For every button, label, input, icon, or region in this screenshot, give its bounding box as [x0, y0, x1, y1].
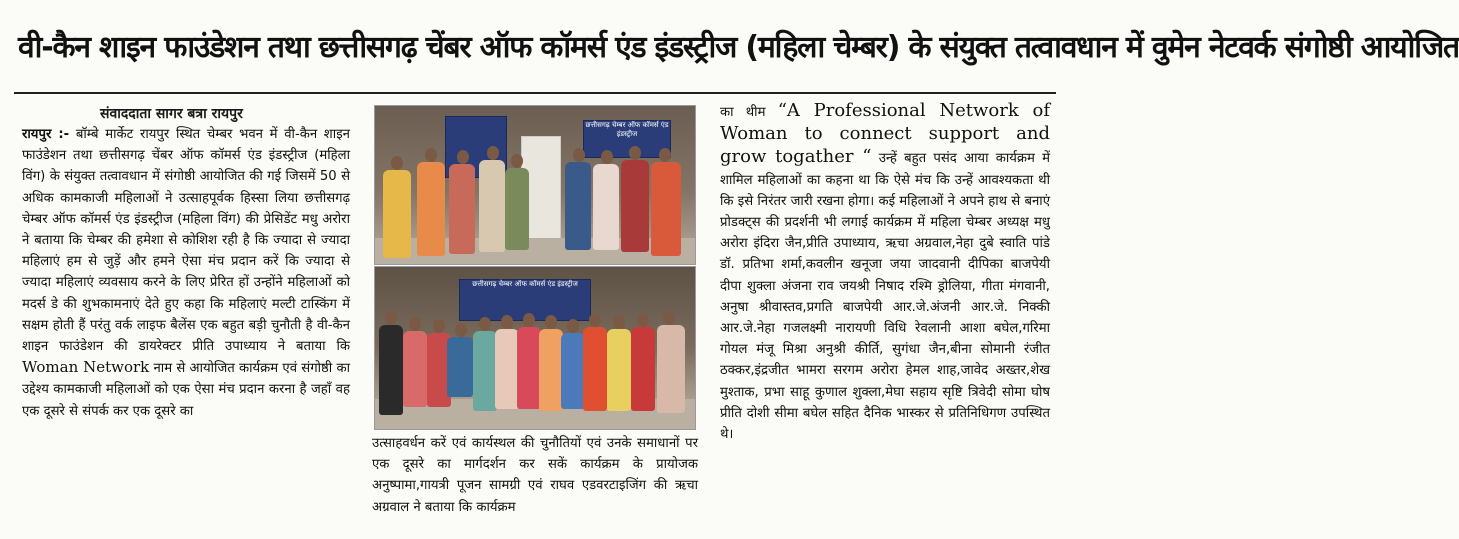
event-photo-1	[374, 105, 696, 265]
event-photo-2	[374, 266, 696, 430]
byline: संवाददाता सागर बत्रा रायपुर	[100, 106, 243, 122]
body-text: उत्साहवर्धन करें एवं कार्यस्थल की चुनौतियों एवं उनके समाधानों पर एक दूसरे का मार्गदर्शन कर सकें कार्यक्रम के प्रायोजक अनुष्पामा,गायत्री पूजन सामग्री एवं राघव एडवरटाइजिंग की ऋचा अग्रवाल ने बताया कि कार्यक्रम	[372, 436, 698, 515]
body-text: नाम से आयोजित कार्यक्रम एवं संगोष्ठी का उद्देश्य कामकाजी महिलाओं को एक ऐसा मंच प्रदान करना है जहाँ वह एक दूसरे से संपर्क कर एक दूसरे का	[22, 361, 351, 419]
wall-banner: छत्तीसगढ़ चेम्बर ऑफ कॉमर्स एंड इंडस्ट्रीज	[583, 120, 671, 158]
article-column-2	[372, 433, 698, 533]
divider	[14, 92, 1056, 94]
dateline: रायपुर :-	[22, 127, 70, 142]
headline: वी-कैन शाइन फाउंडेशन तथा छत्तीसगढ़ चेंबर ऑफ कॉमर्स एंड इंडस्ट्रीज (महिला चेम्बर) के संयुक्त तत्वावधान में वुमेन नेटवर्क संगोष्ठी आयोजित	[18, 30, 1459, 65]
english-phrase: Woman Network	[22, 358, 150, 377]
body-text: बॉम्बे मार्केट रायपुर स्थित चेम्बर भवन में वी-कैन शाइन फाउंडेशन तथा छत्तीसगढ़ चेंबर ऑफ कॉमर्स एंड इंडस्ट्रीज (महिला विंग) के संयुक्त तत्वावधान में संगोष्ठी आयोजित की गई जिसमें 50 से अधिक कामकाजी महिलाओं ने उत्साहपूर्वक हिस्सा लिया छत्तीसगढ़ चेम्बर ऑफ कॉमर्स एंड इंडस्ट्रीज (महिला विंग) की प्रेसिडेंट मधु अरोरा ने बताया कि चेम्बर की हमेशा से कोशिश रही है कि ज्यादा से ज्यादा महिलाएं हम से जुड़ें और हमने ऐसा मंच प्रदान करें कि ज्यादा से ज्यादा महिलाएं व्यवसाय करने के लिए प्रेरित हों उन्होंने महिलाओं को मदर्स डे की शुभकामनाएं देते हुए कहा कि महिलाएं मल्टी टास्किंग में सक्षम होती हैं परंतु वर्क लाइफ बैलेंस एक बहुत बड़ी चुनौती है वी-कैन शाइन फाउंडेशन की डायरेक्टर प्रीति उपाध्याय ने बताया कि	[22, 127, 350, 355]
theme-quote: “A Professional Network of Woman to connect support and grow togather “	[720, 100, 1050, 168]
wall-banner: छत्तीसगढ़ चेम्बर ऑफ कॉमर्स एंड इंडस्ट्रीज	[459, 279, 591, 321]
body-text: उन्हें बहुत पसंद आया कार्यक्रम में शामिल महिलाओं का कहना था कि ऐसे मंच कि उन्हें आवश्यकता थी कि इसे निरंतर जारी रखना होगा। कई महिलाओं ने अपने हाथ से बनाएं प्रोडक्ट्स की प्रदर्शनी भी लगाई कार्यक्रम में महिला चेम्बर अध्यक्ष मधु अरोरा इंदिरा जैन,प्रीति उपाध्याय, ऋचा अग्रवाल,नेहा दुबे स्वाति पांडे डॉ. प्रतिभा शर्मा,कवलीन खनूजा जया जादवानी दीपिका बाजपेयी दीपा शुक्ला अंजना राव जयश्री निषाद रश्मि ड्रोलिया, गीता मंगवानी, अनुषा श्रीवास्तव,प्रगति बाजपेयी आर.जे.अंजनी आर.जे. निक्की आर.जे.नेहा गजलक्ष्मी नारायणी विधि रेवलानी आशा बघेल,गरिमा गोयल मंजू मिश्रा अनुश्री कीर्ति, सुगंधा जैन,बीना सोमानी रंजीत ठक्कर,इंद्रजीत भामरा सरगम अरोरा हेमल शाह,जावेद अख्तर,शेख मुश्ताक, प्रभा साहू कुणाल शुक्ला,मेघा सहाय सृष्टि त्रिवेदी सोमा घोष प्रीति दोशी सीमा बघेल सहित दैनिक भास्कर से प्रतिनिधिगण उपस्थित थे।	[720, 151, 1050, 443]
body-text: का थीम	[720, 105, 766, 120]
article-column-3	[720, 100, 1050, 534]
article-column-1	[22, 124, 350, 534]
